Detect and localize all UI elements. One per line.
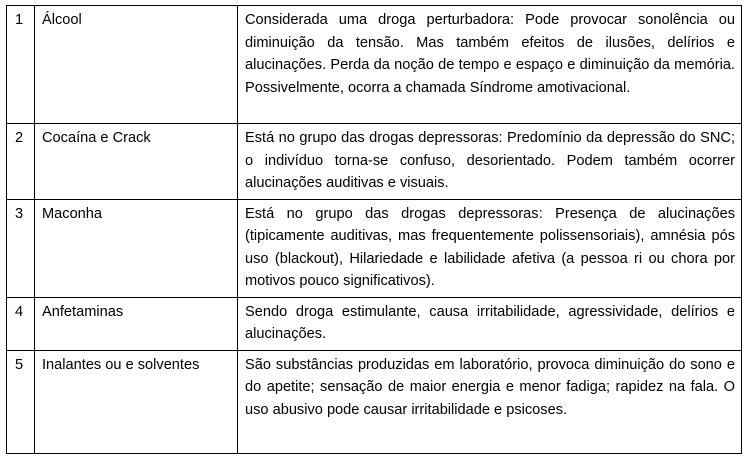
substance-description: Considerada uma droga perturbadora: Pode provocar sonolência ou diminuição da tensão. Mas também efeitos de ilusões, delírios e alucinações. Perda da noção de tempo e espaço e diminuição da memória. Possivelmente, ocorra a chamada Síndrome amotivacional. (245, 12, 735, 96)
description-cell (238, 6, 742, 124)
substance-name: Álcool (42, 12, 82, 28)
substance-cell (35, 124, 238, 200)
substance-description: Está no grupo das drogas depressoras: Presença de alucinações (tipicamente auditivas, mas frequentemente polissensoriais), amnésia pós uso (blackout), Hilariedade e labilidade afetiva (a pessoa ri ou chora por motivos pouco significativos). (245, 205, 735, 289)
description-cell (238, 297, 742, 350)
row-number: 3 (15, 205, 24, 222)
substance-description: Está no grupo das drogas depressoras: Predomínio da depressão do SNC; o indivíduo torna-se confuso, desorientado. Podem também ocorrer alucinações auditivas e visuais. (245, 130, 735, 191)
substance-cell (35, 6, 238, 124)
substance-name: Maconha (42, 205, 103, 222)
table-row (7, 124, 742, 200)
row-number-cell (7, 124, 35, 200)
row-number-cell (7, 199, 35, 297)
table-row (7, 6, 742, 124)
row-number: 2 (15, 130, 24, 146)
description-cell (238, 350, 742, 453)
substance-name: Inalantes ou e solventes (42, 356, 200, 373)
row-number: 4 (15, 303, 24, 320)
table-row (7, 297, 742, 350)
substance-cell (35, 297, 238, 350)
row-number-cell (7, 6, 35, 124)
row-number: 5 (15, 356, 24, 373)
substance-description: São substâncias produzidas em laboratório, provoca diminuição do sono e do apetite; sensação de maior energia e menor fadiga; rapidez na fala. O uso abusivo pode causar irritabilidade e psicoses. (245, 356, 735, 418)
table-row (7, 350, 742, 453)
table-row (7, 199, 742, 297)
drug-effects-table (6, 5, 742, 454)
row-number-cell (7, 297, 35, 350)
substance-cell (35, 350, 238, 453)
substance-name: Anfetaminas (42, 303, 124, 320)
substance-name: Cocaína e Crack (42, 130, 151, 146)
description-cell (238, 199, 742, 297)
row-number: 1 (15, 12, 24, 28)
substance-cell (35, 199, 238, 297)
substance-description: Sendo droga estimulante, causa irritabilidade, agressividade, delírios e alucinações. (245, 303, 735, 342)
row-number-cell (7, 350, 35, 453)
description-cell (238, 124, 742, 200)
